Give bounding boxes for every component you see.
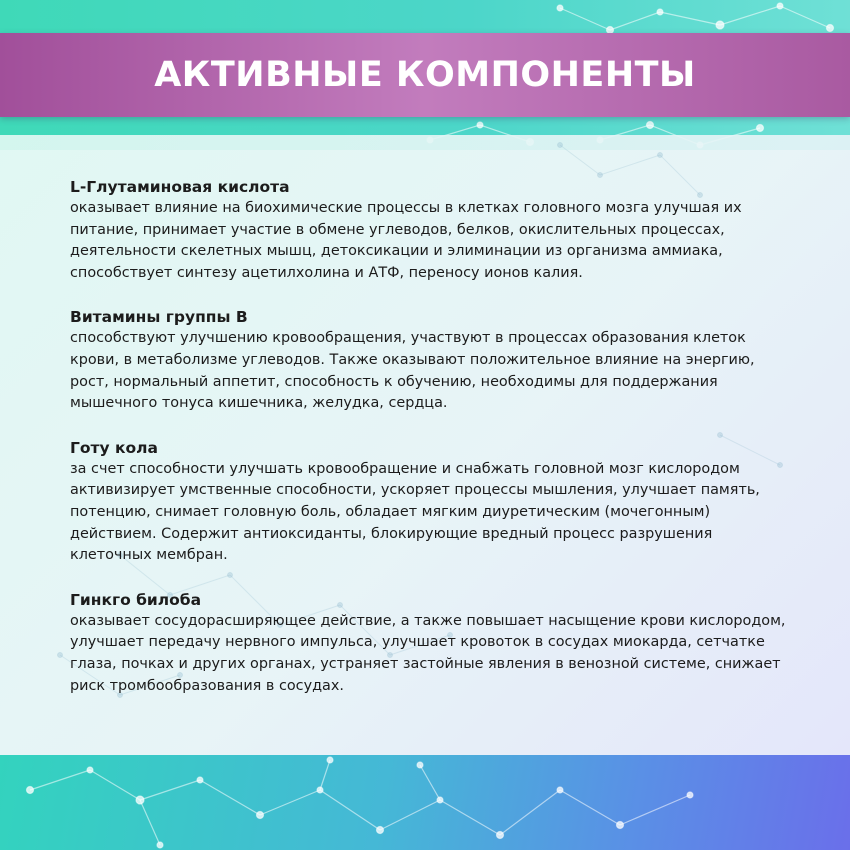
section-heading: Витамины группы В — [70, 308, 248, 327]
section-heading: Готу кола — [70, 438, 158, 457]
section-text: за счет способности улучшать кровообращение и снабжать головной мозг кислородом активизирует умственные способности, ускоряет процессы мышления, улучшает память, потенцию, снимает головную боль, обладает мягким диуретическим (мочегонным) действием. Содержит антиоксиданты, блокирующие вредный процесс разрушения клеточных мембран. — [70, 460, 760, 564]
section-glutamic-acid — [70, 176, 790, 284]
section-heading: L-Глутаминовая кислота — [70, 178, 290, 196]
section-gotu-kola — [70, 437, 790, 567]
section-ginkgo-biloba — [70, 589, 790, 697]
section-text: оказывает влияние на биохимические процессы в клетках головного мозга улучшая их питание, принимает участие в обмене углеводов, белков, окислительных процессах, деятельности скелетных мышц, детоксикации и элиминации из организма аммиака, способствует синтезу ацетилхолина и АТФ, переносу ионов калия. — [70, 200, 742, 281]
section-text: способствуют улучшению кровообращения, участвуют в процессах образования клеток крови, в метаболизме углеводов. Также оказывают положительное влияние на энергию, рост, нормальный аппетит, способность к обучению, необходимы для поддержания мышечного тонуса кишечника, желудка, сердца. — [70, 330, 755, 412]
section-heading: Гинкго билоба — [70, 590, 202, 609]
page-title: АКТИВНЫЕ КОМПОНЕНТЫ — [154, 55, 696, 95]
section-vitamins-b — [70, 306, 790, 414]
components-list — [70, 176, 790, 719]
title-banner — [0, 33, 850, 117]
section-text: оказывает сосудорасширяющее действие, а также повышает насыщение крови кислородом, улучшает передачу нервного импульса, улучшает кровоток в сосудах миокарда, сетчатке глаза, почках и других органах, устраняет застойные явления в венозной системе, снижает риск тромбообразования в сосудах. — [70, 612, 786, 694]
